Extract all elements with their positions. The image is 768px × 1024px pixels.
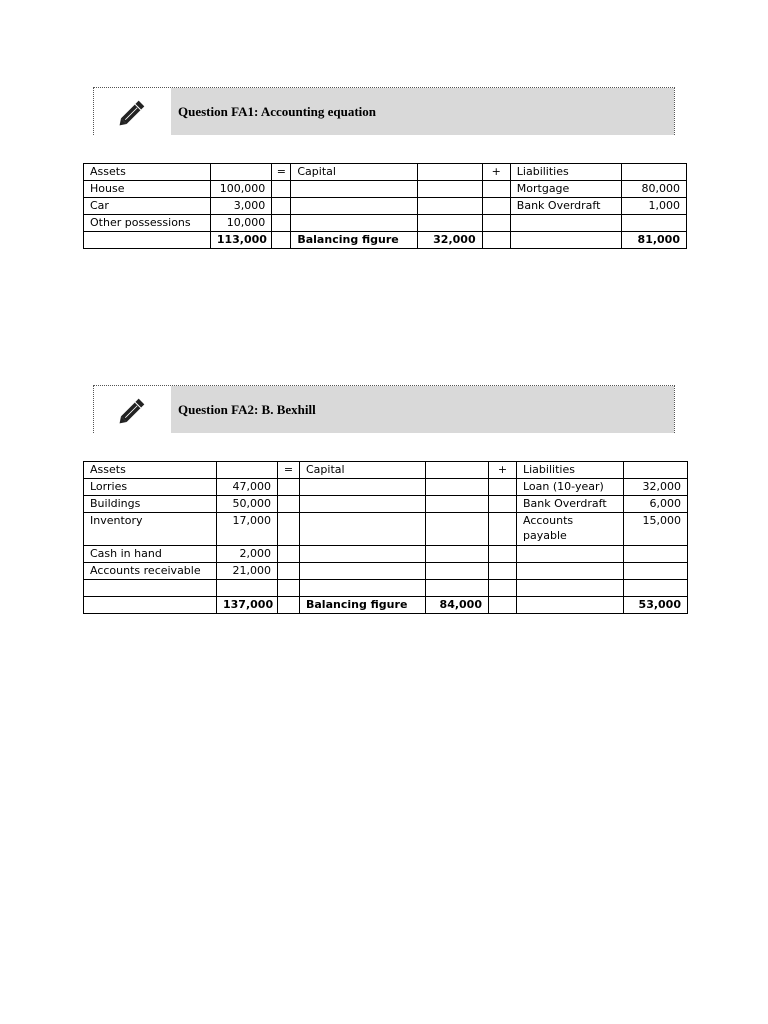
question-fa2-title: Question FA2: B. Bexhill: [171, 386, 674, 433]
liability-label: [517, 563, 624, 580]
fa2-accounting-table: [83, 461, 688, 614]
liability-label: Bank Overdraft: [517, 496, 624, 513]
liability-value: 6,000: [624, 496, 688, 513]
plus-sign: +: [482, 164, 510, 181]
liabilities-total: 53,000: [624, 597, 688, 614]
question-fa1-banner: [93, 87, 675, 135]
equals-sign: =: [272, 164, 291, 181]
liability-value: 32,000: [624, 479, 688, 496]
liability-label: [510, 215, 621, 232]
asset-label: Buildings: [84, 496, 217, 513]
question-fa1-title: Question FA1: Accounting equation: [171, 88, 674, 135]
asset-value: 17,000: [217, 513, 278, 546]
asset-value: 50,000: [217, 496, 278, 513]
table-row: [84, 479, 688, 496]
plus-sign: +: [489, 462, 517, 479]
table-row: [84, 496, 688, 513]
table-row: [84, 563, 688, 580]
capital-label: Balancing figure: [300, 597, 426, 614]
asset-label: Other possessions: [84, 215, 211, 232]
liability-label: Mortgage: [510, 181, 621, 198]
asset-label: Lorries: [84, 479, 217, 496]
question-fa2-banner: [93, 385, 675, 433]
liability-label: Accounts payable: [517, 513, 624, 546]
assets-total: 113,000: [210, 232, 271, 249]
table-row: [84, 198, 687, 215]
asset-label: House: [84, 181, 211, 198]
liability-label: Bank Overdraft: [510, 198, 621, 215]
totals-row: [84, 232, 687, 249]
asset-value: 3,000: [210, 198, 271, 215]
asset-value: 2,000: [217, 546, 278, 563]
liability-value: [624, 546, 688, 563]
asset-label: Cash in hand: [84, 546, 217, 563]
table-row: [84, 546, 688, 563]
liabilities-header: Liabilities: [517, 462, 624, 479]
totals-row: [84, 597, 688, 614]
asset-label: Accounts receivable: [84, 563, 217, 580]
asset-label: Inventory: [84, 513, 217, 546]
liabilities-total: 81,000: [621, 232, 686, 249]
capital-header: Capital: [291, 164, 418, 181]
asset-value: 21,000: [217, 563, 278, 580]
liability-label: [517, 546, 624, 563]
pencil-icon: [117, 96, 149, 128]
liability-value: [621, 215, 686, 232]
capital-value: 84,000: [426, 597, 489, 614]
pencil-icon: [117, 394, 149, 426]
fa1-accounting-table: [83, 163, 687, 249]
asset-value: 100,000: [210, 181, 271, 198]
assets-header: Assets: [84, 462, 217, 479]
capital-header: Capital: [300, 462, 426, 479]
liability-value: [624, 580, 688, 597]
assets-header: Assets: [84, 164, 211, 181]
capital-value: 32,000: [418, 232, 482, 249]
liability-label: Loan (10-year): [517, 479, 624, 496]
table-header-row: [84, 164, 687, 181]
asset-label: [84, 580, 217, 597]
liabilities-header: Liabilities: [510, 164, 621, 181]
table-row: [84, 215, 687, 232]
table-row: [84, 513, 688, 546]
asset-label: Car: [84, 198, 211, 215]
table-header-row: [84, 462, 688, 479]
pencil-icon-cell: [94, 88, 171, 135]
liability-value: 1,000: [621, 198, 686, 215]
liability-value: [624, 563, 688, 580]
capital-label: Balancing figure: [291, 232, 418, 249]
table-row: [84, 181, 687, 198]
liability-value: 80,000: [621, 181, 686, 198]
equals-sign: =: [278, 462, 300, 479]
asset-value: 47,000: [217, 479, 278, 496]
asset-value: 10,000: [210, 215, 271, 232]
liability-value: 15,000: [624, 513, 688, 546]
assets-total: 137,000: [217, 597, 278, 614]
pencil-icon-cell: [94, 386, 171, 433]
table-row: [84, 580, 688, 597]
asset-value: [217, 580, 278, 597]
liability-label: [517, 580, 624, 597]
